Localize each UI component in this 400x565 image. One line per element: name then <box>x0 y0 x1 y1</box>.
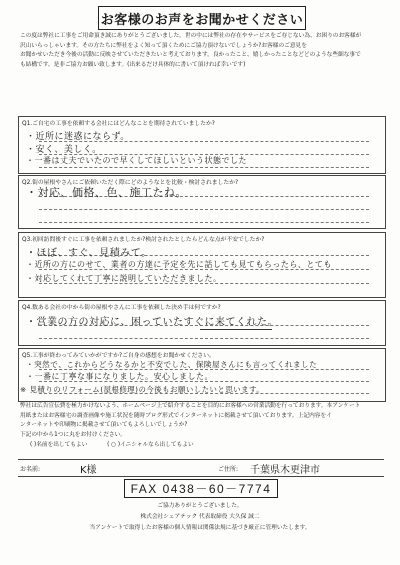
answer-underline <box>200 329 272 330</box>
handwritten-answer: ・一番は丈夫でいたので早くしてほしいという状態でした <box>26 156 247 165</box>
answer-line <box>39 338 369 339</box>
company-signature: 株式会社シェアテック 代表取締役 大久保 誠二 <box>140 514 260 520</box>
handwritten-answer: ・対応してくれて丁寧に説明していただきました。 <box>26 274 222 283</box>
notice-line: ンターネットや印刷物に掲載させて頂いてもよろしいでしょうか? <box>20 422 188 429</box>
consent-option-full-name[interactable]: ( )名前を出してもよい <box>30 442 88 448</box>
publication-notice <box>20 402 382 440</box>
consent-options <box>30 441 392 451</box>
name-value[interactable]: K様 <box>80 465 97 476</box>
question-text: Q4.数ある会社の中から街の屋根やさんに工事を依頼した決め手は何ですか? <box>22 305 221 311</box>
notice-line: 用紙またはお客様宅の調査画像や施工状況を随時ブログ形式でインターネットに掲載させて頂いております。上記内容をイ <box>20 412 332 419</box>
notice-line: 弊社は広告宣伝費を極力かけないよう、ホームページ上で紹介することを目的にお客様への営業活動を行っております。本アンケート <box>20 403 361 409</box>
question-text: Q1.ご自宅の工事を依頼する会社にはどんなことを期待されていましたか? <box>22 121 215 127</box>
answer-line <box>39 167 369 168</box>
thanks-text: ご協力ありがとうございました。 <box>157 503 243 509</box>
handwritten-answer: ・近所に迷惑にならず。 <box>26 132 130 142</box>
page-title: お客様のお声をお聞かせください <box>98 6 306 30</box>
answer-line <box>39 209 369 210</box>
address-label: ご住所: <box>218 466 239 473</box>
notice-line: 下記の中から1つに丸をお付けください。 <box>20 431 126 438</box>
privacy-notice: 当アンケートで取得したお客様の個人情報は関係法規に基づき厳正に管理いたします。 <box>89 525 311 531</box>
intro-line: も結構です。是非ご協力お願い致します。(出来るだけ具体的に書いて頂ければ幸いです) <box>20 61 246 68</box>
handwritten-answer: ・安く、美しく。 <box>26 145 102 155</box>
intro-line: この度は弊社に工事をご用命頂き誠にありがとうございました。世の中には弊社の存在やサービスをご存じない為、お困りのお客様が <box>20 33 362 39</box>
handwritten-answer: ・対応、価格、色、施工たね。 <box>26 186 187 199</box>
address-value[interactable]: 千葉県木更津市 <box>250 465 320 476</box>
handwritten-answer: ・近所の方にのせて、業者の方達に予定を先に話しても見てもらったら、とても <box>26 260 332 269</box>
fax-number: FAX 0438－60－7774 <box>124 479 278 498</box>
answer-line <box>39 222 369 223</box>
handwritten-answer: ※ 見積りのリフォーム(屋根修理)の今後もお願いしたいと思います。 <box>20 385 265 394</box>
intro-line: 沢山いらっしゃいます。その方たちに弊社をよく知って頂くためにご協力頂けないでしょうか?お客様のご意見を <box>20 42 307 49</box>
name-label: お名前: <box>20 466 41 473</box>
handwritten-answer: ・一番に丁寧な事になりました。安心しました。 <box>26 372 213 381</box>
intro-text <box>20 32 380 70</box>
question-text: Q2.街の屋根やさんにご依頼いただく際にどのようなとを比較・検討されましたか? <box>22 180 239 186</box>
question-text: Q3.初回訪問後すぐに工事を依頼されましたか?検討されたとしたらどんな点が不安でしたか? <box>22 237 265 243</box>
intro-line: お聞かせいただき今後の活動に反映させていただきたいと考えております。良かったこと、嬉しかったことなどどのような些細な事で <box>20 52 361 59</box>
question-text: Q5.工事が終わってみていかがですか?ご自身の感想をお聞かせください。 <box>22 353 215 359</box>
consent-option-initials[interactable]: ( ○ )イニシャルなら出してもよい <box>107 442 194 448</box>
handwritten-answer: ・ほぼ、すぐ、見積みて。 <box>26 248 152 259</box>
handwritten-answer: ・突然で、これからどうなるかと不安でした、保険屋さんにも言ってくれました <box>26 360 318 369</box>
handwritten-answer: ・営業の方の対応に、困っていたすぐに来てくれた。 <box>26 317 278 328</box>
customer-info-row <box>18 459 384 477</box>
